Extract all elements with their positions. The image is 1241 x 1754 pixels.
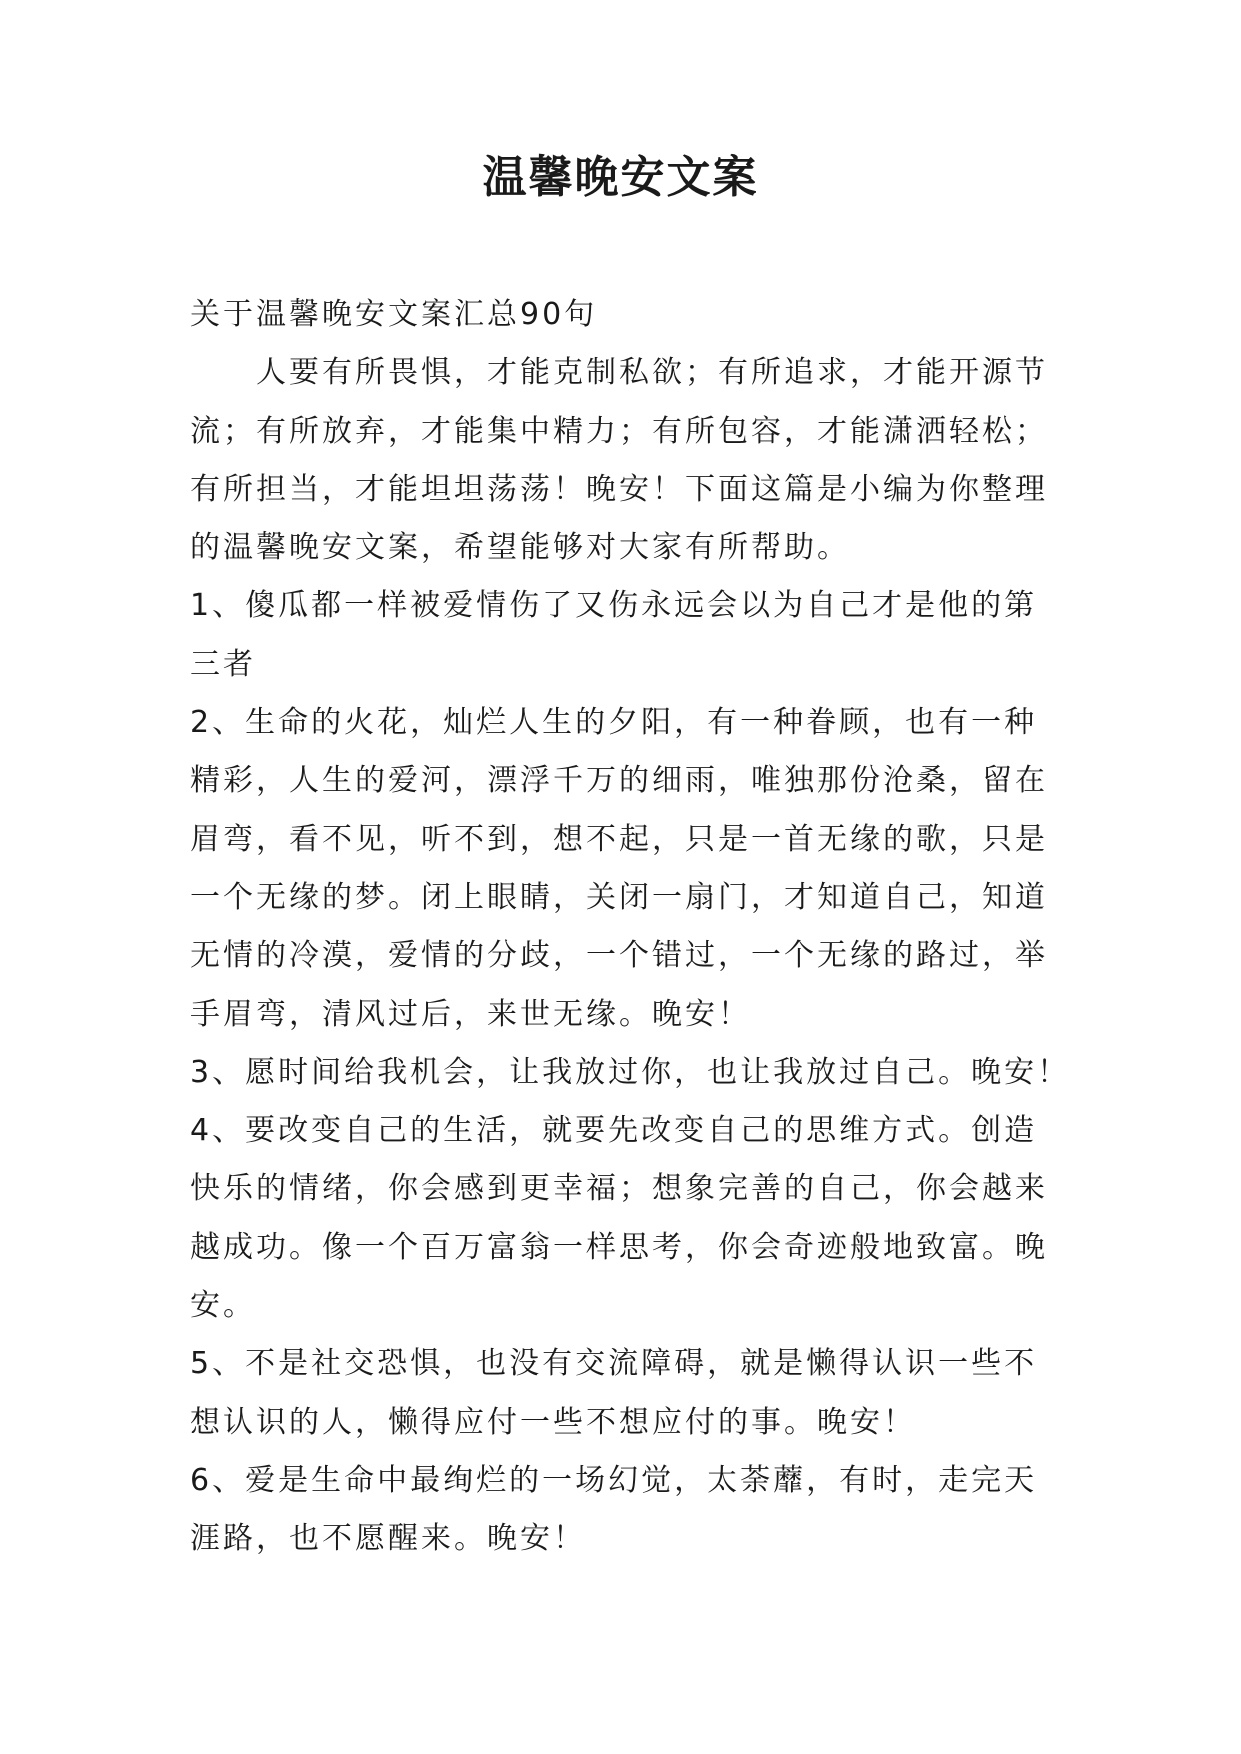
item-6-line: 6、爱是生命中最绚烂的一场幻觉，太荼蘼，有时，走完天 bbox=[190, 1462, 1038, 1498]
item-4-line: 4、要改变自己的生活，就要先改变自己的思维方式。创造 bbox=[190, 1113, 1038, 1149]
intro-paragraph-line: 流；有所放弃，才能集中精力；有所包容，才能潇洒轻松； bbox=[190, 413, 1048, 449]
item-2-line: 精彩，人生的爱河，漂浮千万的细雨，唯独那份沧桑，留在 bbox=[190, 763, 1048, 799]
intro-paragraph-line: 的温馨晚安文案，希望能够对大家有所帮助。 bbox=[190, 530, 850, 566]
item-1-line: 三者 bbox=[190, 646, 256, 682]
item-4-line: 越成功。像一个百万富翁一样思考，你会奇迹般地致富。晚 bbox=[190, 1229, 1048, 1265]
item-2-line: 无情的冷漠，爱情的分歧，一个错过，一个无缘的路过，举 bbox=[190, 938, 1048, 974]
intro-paragraph-line: 有所担当，才能坦坦荡荡！晚安！下面这篇是小编为你整理 bbox=[190, 471, 1048, 507]
item-6-line: 涯路，也不愿醒来。晚安！ bbox=[190, 1521, 586, 1557]
subtitle-line: 关于温馨晚安文案汇总90句 bbox=[190, 297, 598, 332]
item-3-line: 3、愿时间给我机会，让我放过你，也让我放过自己。晚安！ bbox=[190, 1054, 1071, 1090]
item-5-line: 5、不是社交恐惧，也没有交流障碍，就是懒得认识一些不 bbox=[190, 1346, 1038, 1382]
item-2-line: 手眉弯，清风过后，来世无缘。晚安！ bbox=[190, 996, 751, 1032]
item-2-line: 2、生命的火花，灿烂人生的夕阳，有一种眷顾，也有一种 bbox=[190, 705, 1038, 741]
document-body bbox=[190, 286, 1071, 1569]
page-title: 温馨晚安文案 bbox=[482, 152, 759, 203]
item-4-line: 快乐的情绪，你会感到更幸福；想象完善的自己，你会越来 bbox=[190, 1171, 1048, 1207]
item-2-line: 眉弯，看不见，听不到，想不起，只是一首无缘的歌，只是 bbox=[190, 821, 1048, 857]
item-5-line: 想认识的人，懒得应付一些不想应付的事。晚安！ bbox=[190, 1404, 916, 1440]
intro-paragraph-line: 人要有所畏惧，才能克制私欲；有所追求，才能开源节 bbox=[256, 355, 1048, 391]
item-4-line: 安。 bbox=[190, 1288, 256, 1324]
item-2-line: 一个无缘的梦。闭上眼睛，关闭一扇门，才知道自己，知道 bbox=[190, 879, 1048, 915]
item-1-line: 1、傻瓜都一样被爱情伤了又伤永远会以为自己才是他的第 bbox=[190, 588, 1038, 624]
